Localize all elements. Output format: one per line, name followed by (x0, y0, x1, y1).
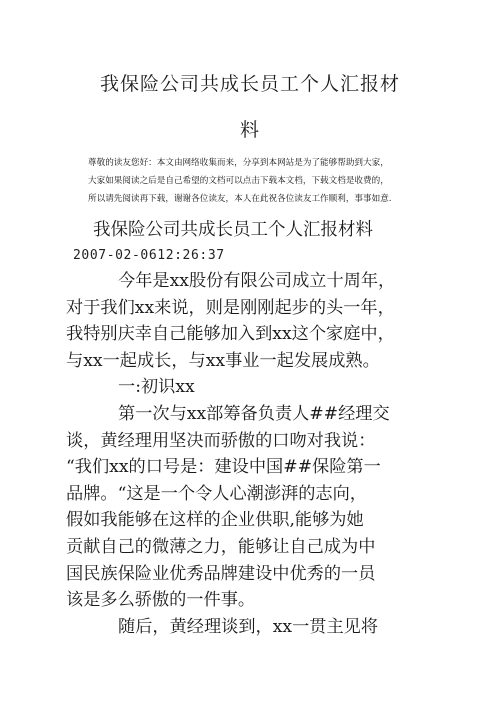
article-body (66, 268, 446, 640)
document-title-line-1: 我保险公司共成长员工个人汇报材 (99, 73, 400, 95)
body-line: 今年是xx股份有限公司成立十周年， (118, 271, 396, 291)
body-line: 假如我能够在这样的企业供职,能够为她 (66, 510, 364, 531)
document-title-line-2: 料 (239, 119, 260, 141)
body-line: 国民族保险业优秀品牌建设中优秀的一员 (66, 563, 376, 584)
body-line: 对于我们xx来说，则是刚刚起步的头一年， (66, 297, 395, 318)
article-timestamp: 2007-02-0612:26:37 (73, 248, 225, 263)
notice-line: 尊敬的读友您好：本文由网络收集而来，分享到本网站是为了能够帮助到大家， (88, 158, 389, 168)
body-line: “我们xx的口号是：建设中国##保险第一 (66, 457, 381, 478)
body-line: 该是多么骄傲的一件事。 (66, 590, 256, 611)
notice-line: 大家如果阅读之后是自己希望的文档可以点击下载本文档，下载文档是收费的， (88, 176, 389, 186)
body-line: 我特别庆幸自己能够加入到xx这个家庭中， (66, 324, 395, 345)
body-line: 谈，黄经理用坚决而骄傲的口吻对我说： (66, 430, 376, 451)
body-line: 与xx一起成长，与xx事业一起发展成熟。 (66, 350, 380, 371)
section-heading: 一:初识xx (118, 377, 195, 398)
article-title: 我保险公司共成长员工个人汇报材料 (93, 220, 373, 240)
body-line: 第一次与xx部筹备负责人##经理交 (118, 403, 390, 424)
download-notice (88, 154, 433, 208)
body-line: 品牌。“这是一个令人心潮澎湃的志向， (66, 483, 367, 504)
body-line: 贡献自己的微薄之力，能够让自己成为中 (66, 536, 376, 557)
notice-line: 所以请先阅读再下载，谢谢各位读友，本人在此祝各位读友工作顺利，事事如意. (88, 194, 392, 204)
body-line: 随后，黄经理谈到，xx一贯主见将 (118, 616, 379, 637)
